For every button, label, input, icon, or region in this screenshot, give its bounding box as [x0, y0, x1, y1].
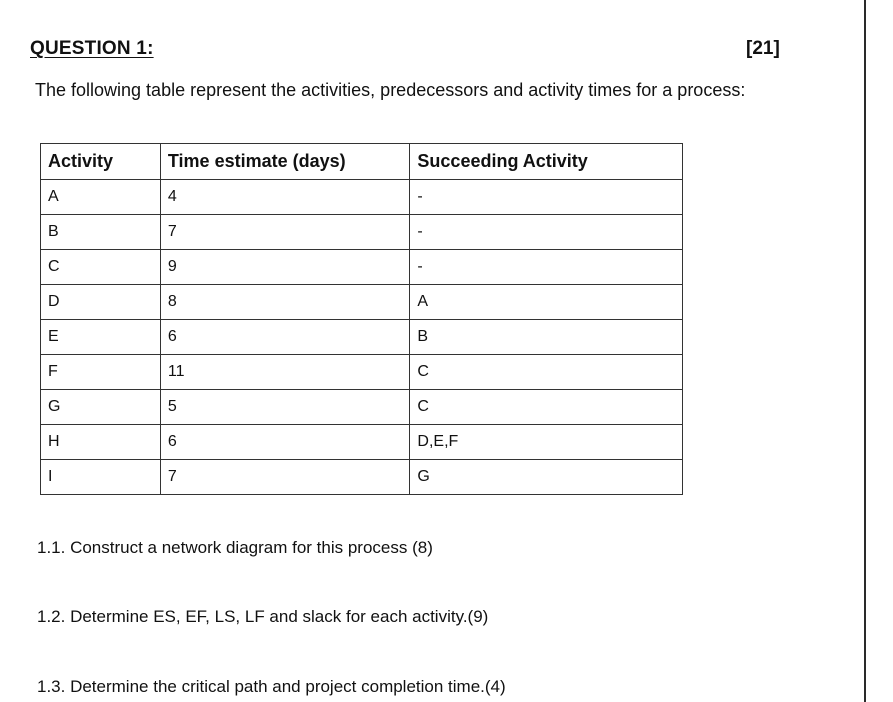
cell-succeeding: -	[410, 180, 683, 215]
cell-activity: I	[41, 460, 161, 495]
cell-succeeding: C	[410, 390, 683, 425]
cell-succeeding: C	[410, 355, 683, 390]
cell-activity: C	[41, 250, 161, 285]
cell-time: 6	[160, 425, 410, 460]
cell-time: 9	[160, 250, 410, 285]
page-edge-line	[864, 0, 866, 702]
cell-activity: E	[41, 320, 161, 355]
cell-time: 7	[160, 460, 410, 495]
cell-succeeding: -	[410, 250, 683, 285]
table-row	[41, 285, 683, 320]
header-succeeding-activity: Succeeding Activity	[410, 144, 683, 180]
table-row	[41, 355, 683, 390]
cell-succeeding: G	[410, 460, 683, 495]
cell-time: 4	[160, 180, 410, 215]
cell-succeeding: A	[410, 285, 683, 320]
cell-succeeding: -	[410, 215, 683, 250]
cell-activity: F	[41, 355, 161, 390]
question-title: QUESTION 1:	[30, 38, 154, 59]
cell-activity: A	[41, 180, 161, 215]
question-item-1-3: 1.3. Determine the critical path and project completion time.(4)	[37, 677, 506, 696]
table-header-row	[41, 144, 683, 180]
table-row	[41, 250, 683, 285]
question-item-1-2: 1.2. Determine ES, EF, LS, LF and slack for each activity.(9)	[37, 607, 489, 626]
header-activity: Activity	[41, 144, 161, 180]
cell-succeeding: B	[410, 320, 683, 355]
cell-activity: D	[41, 285, 161, 320]
cell-activity: B	[41, 215, 161, 250]
cell-activity: G	[41, 390, 161, 425]
cell-time: 8	[160, 285, 410, 320]
question-item-1-1: 1.1. Construct a network diagram for this process (8)	[37, 538, 433, 557]
table-row	[41, 215, 683, 250]
cell-time: 6	[160, 320, 410, 355]
cell-activity: H	[41, 425, 161, 460]
table-row	[41, 460, 683, 495]
question-intro: The following table represent the activities, predecessors and activity times for a process:	[35, 80, 746, 100]
table-row	[41, 180, 683, 215]
cell-time: 5	[160, 390, 410, 425]
cell-succeeding: D,E,F	[410, 425, 683, 460]
activity-table	[40, 143, 683, 495]
table-row	[41, 320, 683, 355]
question-marks: [21]	[746, 38, 780, 59]
header-time-estimate: Time estimate (days)	[160, 144, 410, 180]
table-row	[41, 390, 683, 425]
cell-time: 7	[160, 215, 410, 250]
table-row	[41, 425, 683, 460]
cell-time: 11	[160, 355, 410, 390]
